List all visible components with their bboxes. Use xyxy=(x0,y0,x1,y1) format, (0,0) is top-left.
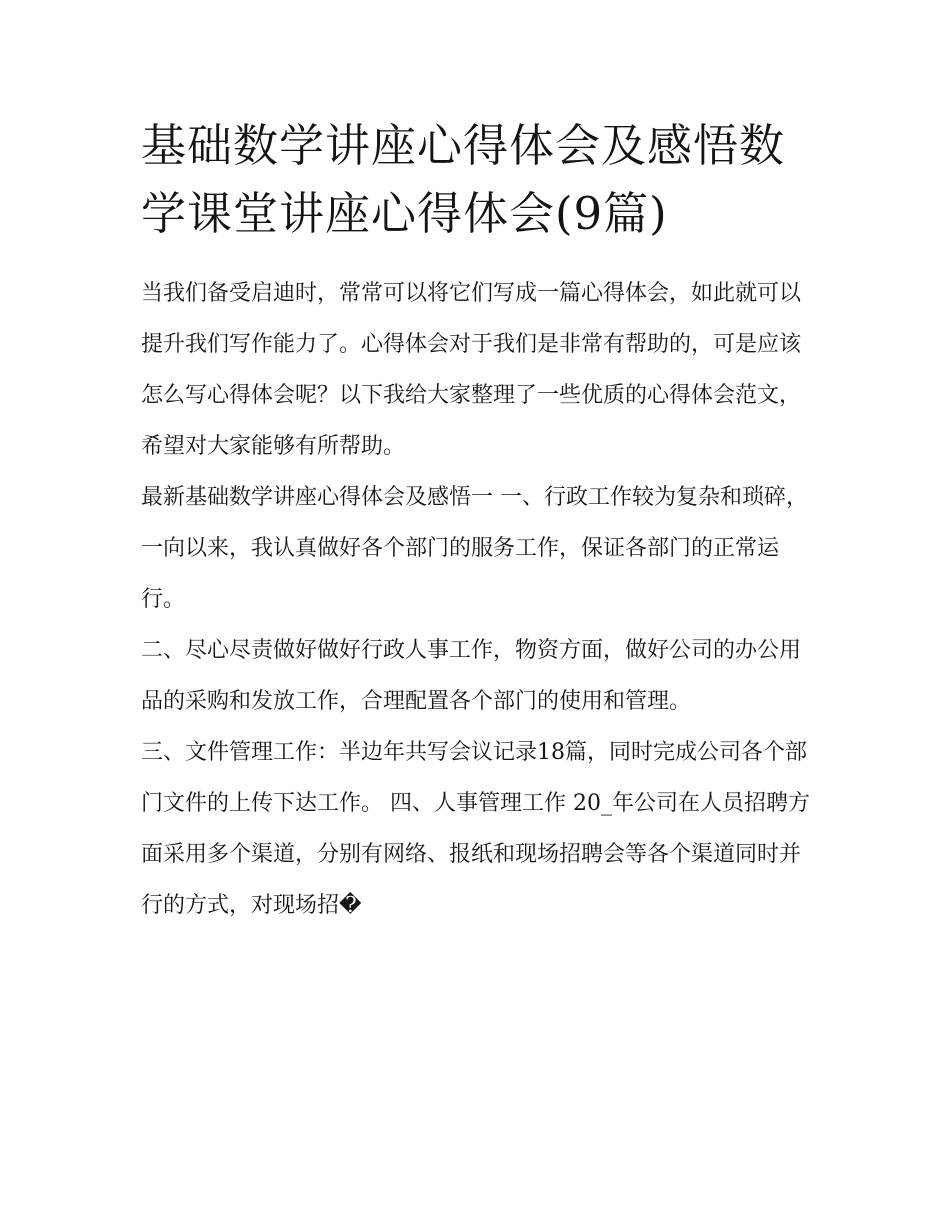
paragraph-section-three: 三、文件管理工作：半边年共写会议记录18篇，同时完成公司各个部门文件的上传下达工作。 四、人事管理工作 20_年公司在人员招聘方面采用多个渠道，分别有网络、报纸和现场招聘会等各个渠道同时并行的方式，对现场招� xyxy=(141,740,810,918)
document-body xyxy=(141,112,821,931)
paragraph-section-one: 最新基础数学讲座心得体会及感悟一 一、行政工作较为复杂和琐碎，一向以来，我认真做好各个部门的服务工作，保证各部门的正常运行。 xyxy=(141,485,808,612)
paragraph-intro: 当我们备受启迪时，常常可以将它们写成一篇心得体会，如此就可以提升我们写作能力了。心得体会对于我们是非常有帮助的，可是应该怎么写心得体会呢？以下我给大家整理了一些优质的心得体会范文，希望对大家能够有所帮助。 xyxy=(141,281,802,459)
document-title: 基础数学讲座心得体会及感悟数学课堂讲座心得体会(9篇) xyxy=(141,119,786,240)
paragraph-section-two: 二、尽心尽责做好做好行政人事工作，物资方面，做好公司的办公用品的采购和发放工作，合理配置各个部门的使用和管理。 xyxy=(141,638,802,714)
